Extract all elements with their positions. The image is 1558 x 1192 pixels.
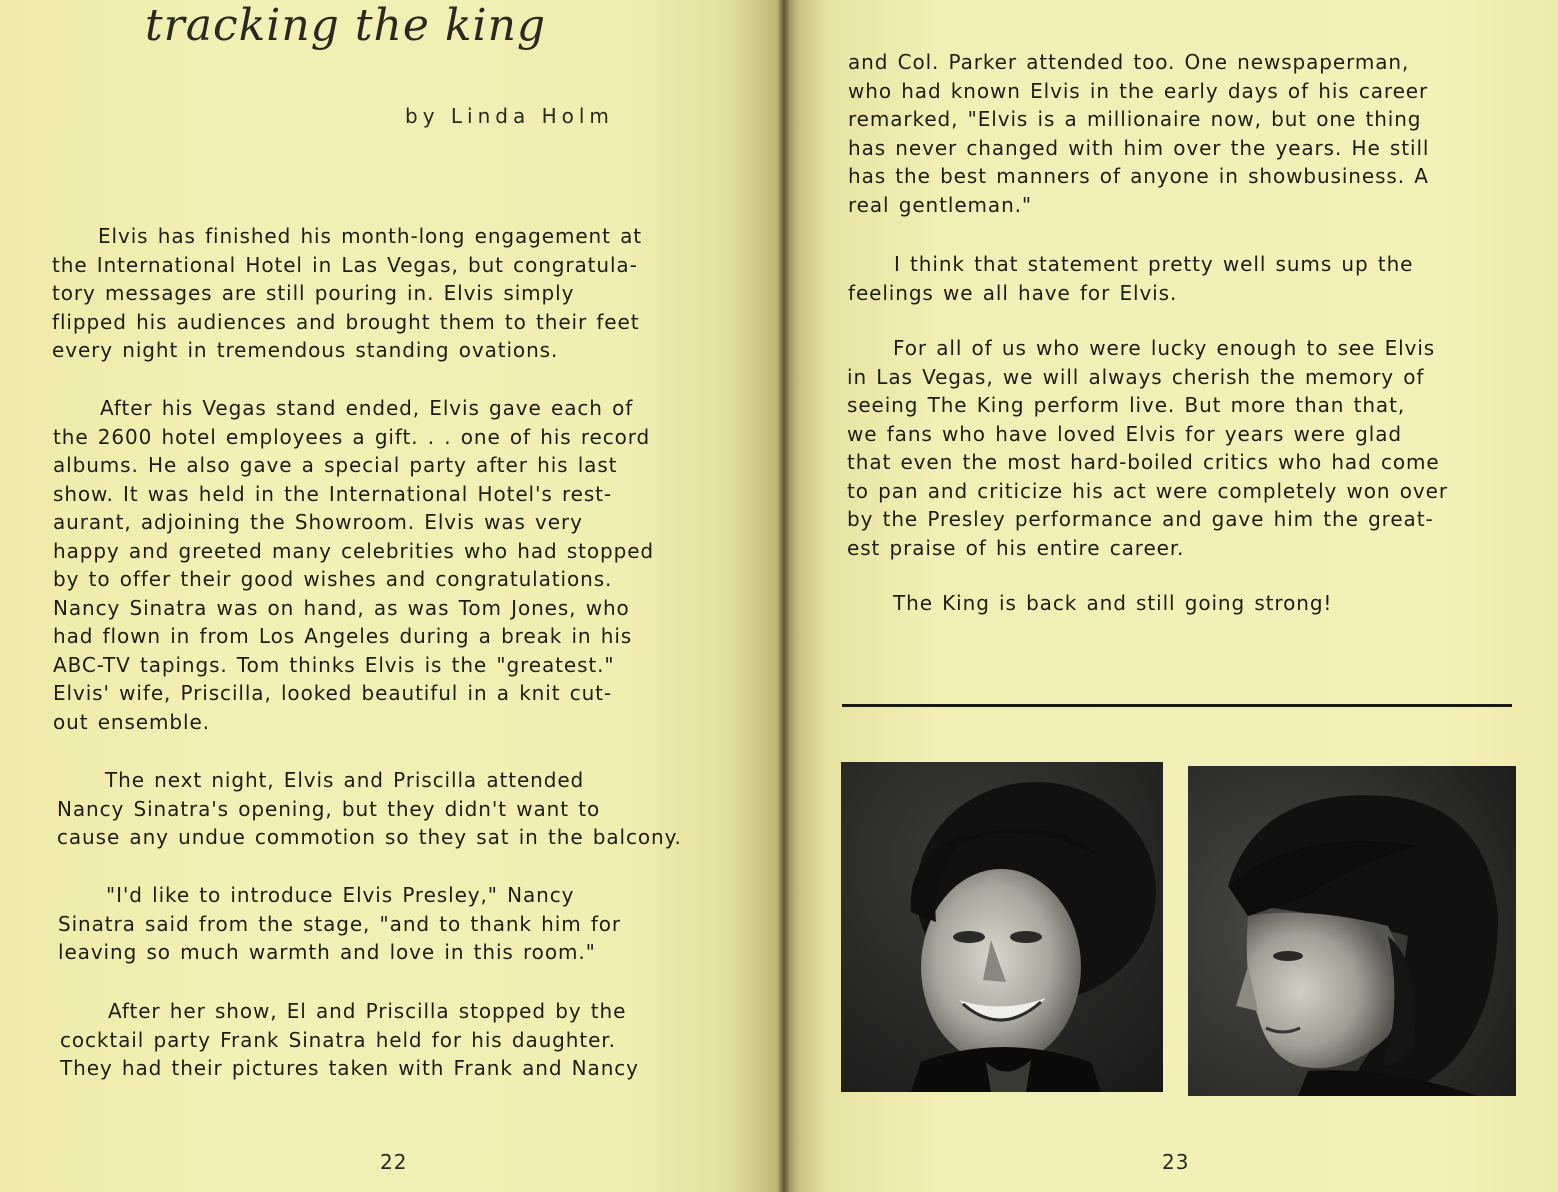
text-line: real gentleman."	[848, 192, 1033, 217]
text-line: ABC-TV tapings. Tom thinks Elvis is the "greatest."	[53, 652, 615, 677]
text-line: For all of us who were lucky enough to see Elvis	[893, 336, 1436, 360]
text-line: Nancy Sinatra's opening, but they didn't want to	[57, 796, 601, 821]
paragraph	[53, 394, 654, 736]
paragraph	[52, 222, 642, 365]
text-line: the 2600 hotel employees a gift. . . one of his record	[53, 424, 651, 449]
text-line: by the Presley performance and gave him the great-	[847, 507, 1434, 531]
text-line: cocktail party Frank Sinatra held for his daughter.	[60, 1027, 616, 1052]
horizontal-rule	[842, 704, 1512, 707]
text-line: After her show, El and Priscilla stopped by the	[108, 999, 627, 1023]
paragraph	[848, 250, 1413, 307]
text-line: flipped his audiences and brought them to their feet	[52, 309, 640, 334]
text-line: show. It was held in the International Hotel's rest-	[53, 481, 613, 506]
text-line: The next night, Elvis and Priscilla attended	[105, 768, 585, 792]
text-line: has never changed with him over the years. He still	[848, 135, 1430, 160]
text-line: Elvis has finished his month-long engagement at	[98, 224, 643, 248]
text-line: had flown in from Los Angeles during a break in his	[53, 624, 633, 648]
text-line: seeing The King perform live. But more than that,	[847, 393, 1406, 417]
portrait-illustration	[1188, 766, 1516, 1096]
page-number: 23	[1162, 1150, 1190, 1174]
text-line: cause any undue commotion so they sat in the balcony.	[57, 825, 682, 849]
text-line: has the best manners of anyone in showbusiness. A	[848, 164, 1429, 188]
portrait-illustration	[841, 762, 1163, 1092]
text-line: They had their pictures taken with Frank and Nancy	[60, 1056, 639, 1080]
text-line: albums. He also gave a special party after his last	[53, 453, 618, 477]
text-line: by to offer their good wishes and congratulations.	[53, 567, 613, 591]
text-line: After his Vegas stand ended, Elvis gave each of	[100, 396, 634, 420]
text-line: who had known Elvis in the early days of his career	[848, 78, 1429, 103]
paragraph	[847, 334, 1448, 562]
photo-laughing-portrait	[841, 762, 1163, 1092]
text-line: we fans who have loved Elvis for years were glad	[847, 421, 1402, 446]
text-line: remarked, "Elvis is a millionaire now, but one thing	[848, 107, 1422, 131]
text-line: Nancy Sinatra was on hand, as was Tom Jones, who	[53, 595, 630, 620]
text-line: that even the most hard-boiled critics who had come	[847, 450, 1440, 474]
article-title: tracking the king	[145, 0, 547, 51]
text-line: to pan and criticize his act were completely won over	[847, 478, 1448, 503]
text-line: I think that statement pretty well sums up the	[894, 252, 1414, 276]
photo-profile-portrait	[1188, 766, 1516, 1096]
text-line: Sinatra said from the stage, "and to thank him for	[58, 911, 622, 936]
text-line: happy and greeted many celebrities who had stopped	[53, 538, 655, 563]
right-page	[784, 0, 1558, 1192]
text-line: out ensemble.	[53, 709, 210, 734]
text-line: and Col. Parker attended too. One newspaperman,	[848, 50, 1410, 74]
paragraph	[893, 589, 1332, 618]
paragraph	[57, 766, 682, 852]
text-line: Elvis' wife, Priscilla, looked beautiful in a knit cut-	[53, 681, 613, 705]
page-number: 22	[380, 1150, 408, 1174]
text-line: The King is back and still going strong!	[893, 591, 1333, 615]
text-line: "I'd like to introduce Elvis Presley," Nancy	[106, 883, 575, 907]
text-line: feelings we all have for Elvis.	[848, 280, 1178, 305]
paragraph	[848, 48, 1429, 219]
paragraph	[60, 997, 639, 1083]
text-line: est praise of his entire career.	[847, 535, 1185, 560]
text-line: every night in tremendous standing ovations.	[52, 338, 559, 362]
text-line: in Las Vegas, we will always cherish the memory of	[847, 364, 1425, 389]
text-line: tory messages are still pouring in. Elvis simply	[52, 281, 575, 305]
article-byline: by Linda Holm	[405, 104, 614, 128]
book-gutter	[778, 0, 790, 1192]
text-line: leaving so much warmth and love in this room."	[58, 940, 596, 964]
text-line: the International Hotel in Las Vegas, but congratula-	[52, 252, 638, 277]
text-line: aurant, adjoining the Showroom. Elvis was very	[53, 510, 583, 534]
paragraph	[58, 881, 621, 967]
